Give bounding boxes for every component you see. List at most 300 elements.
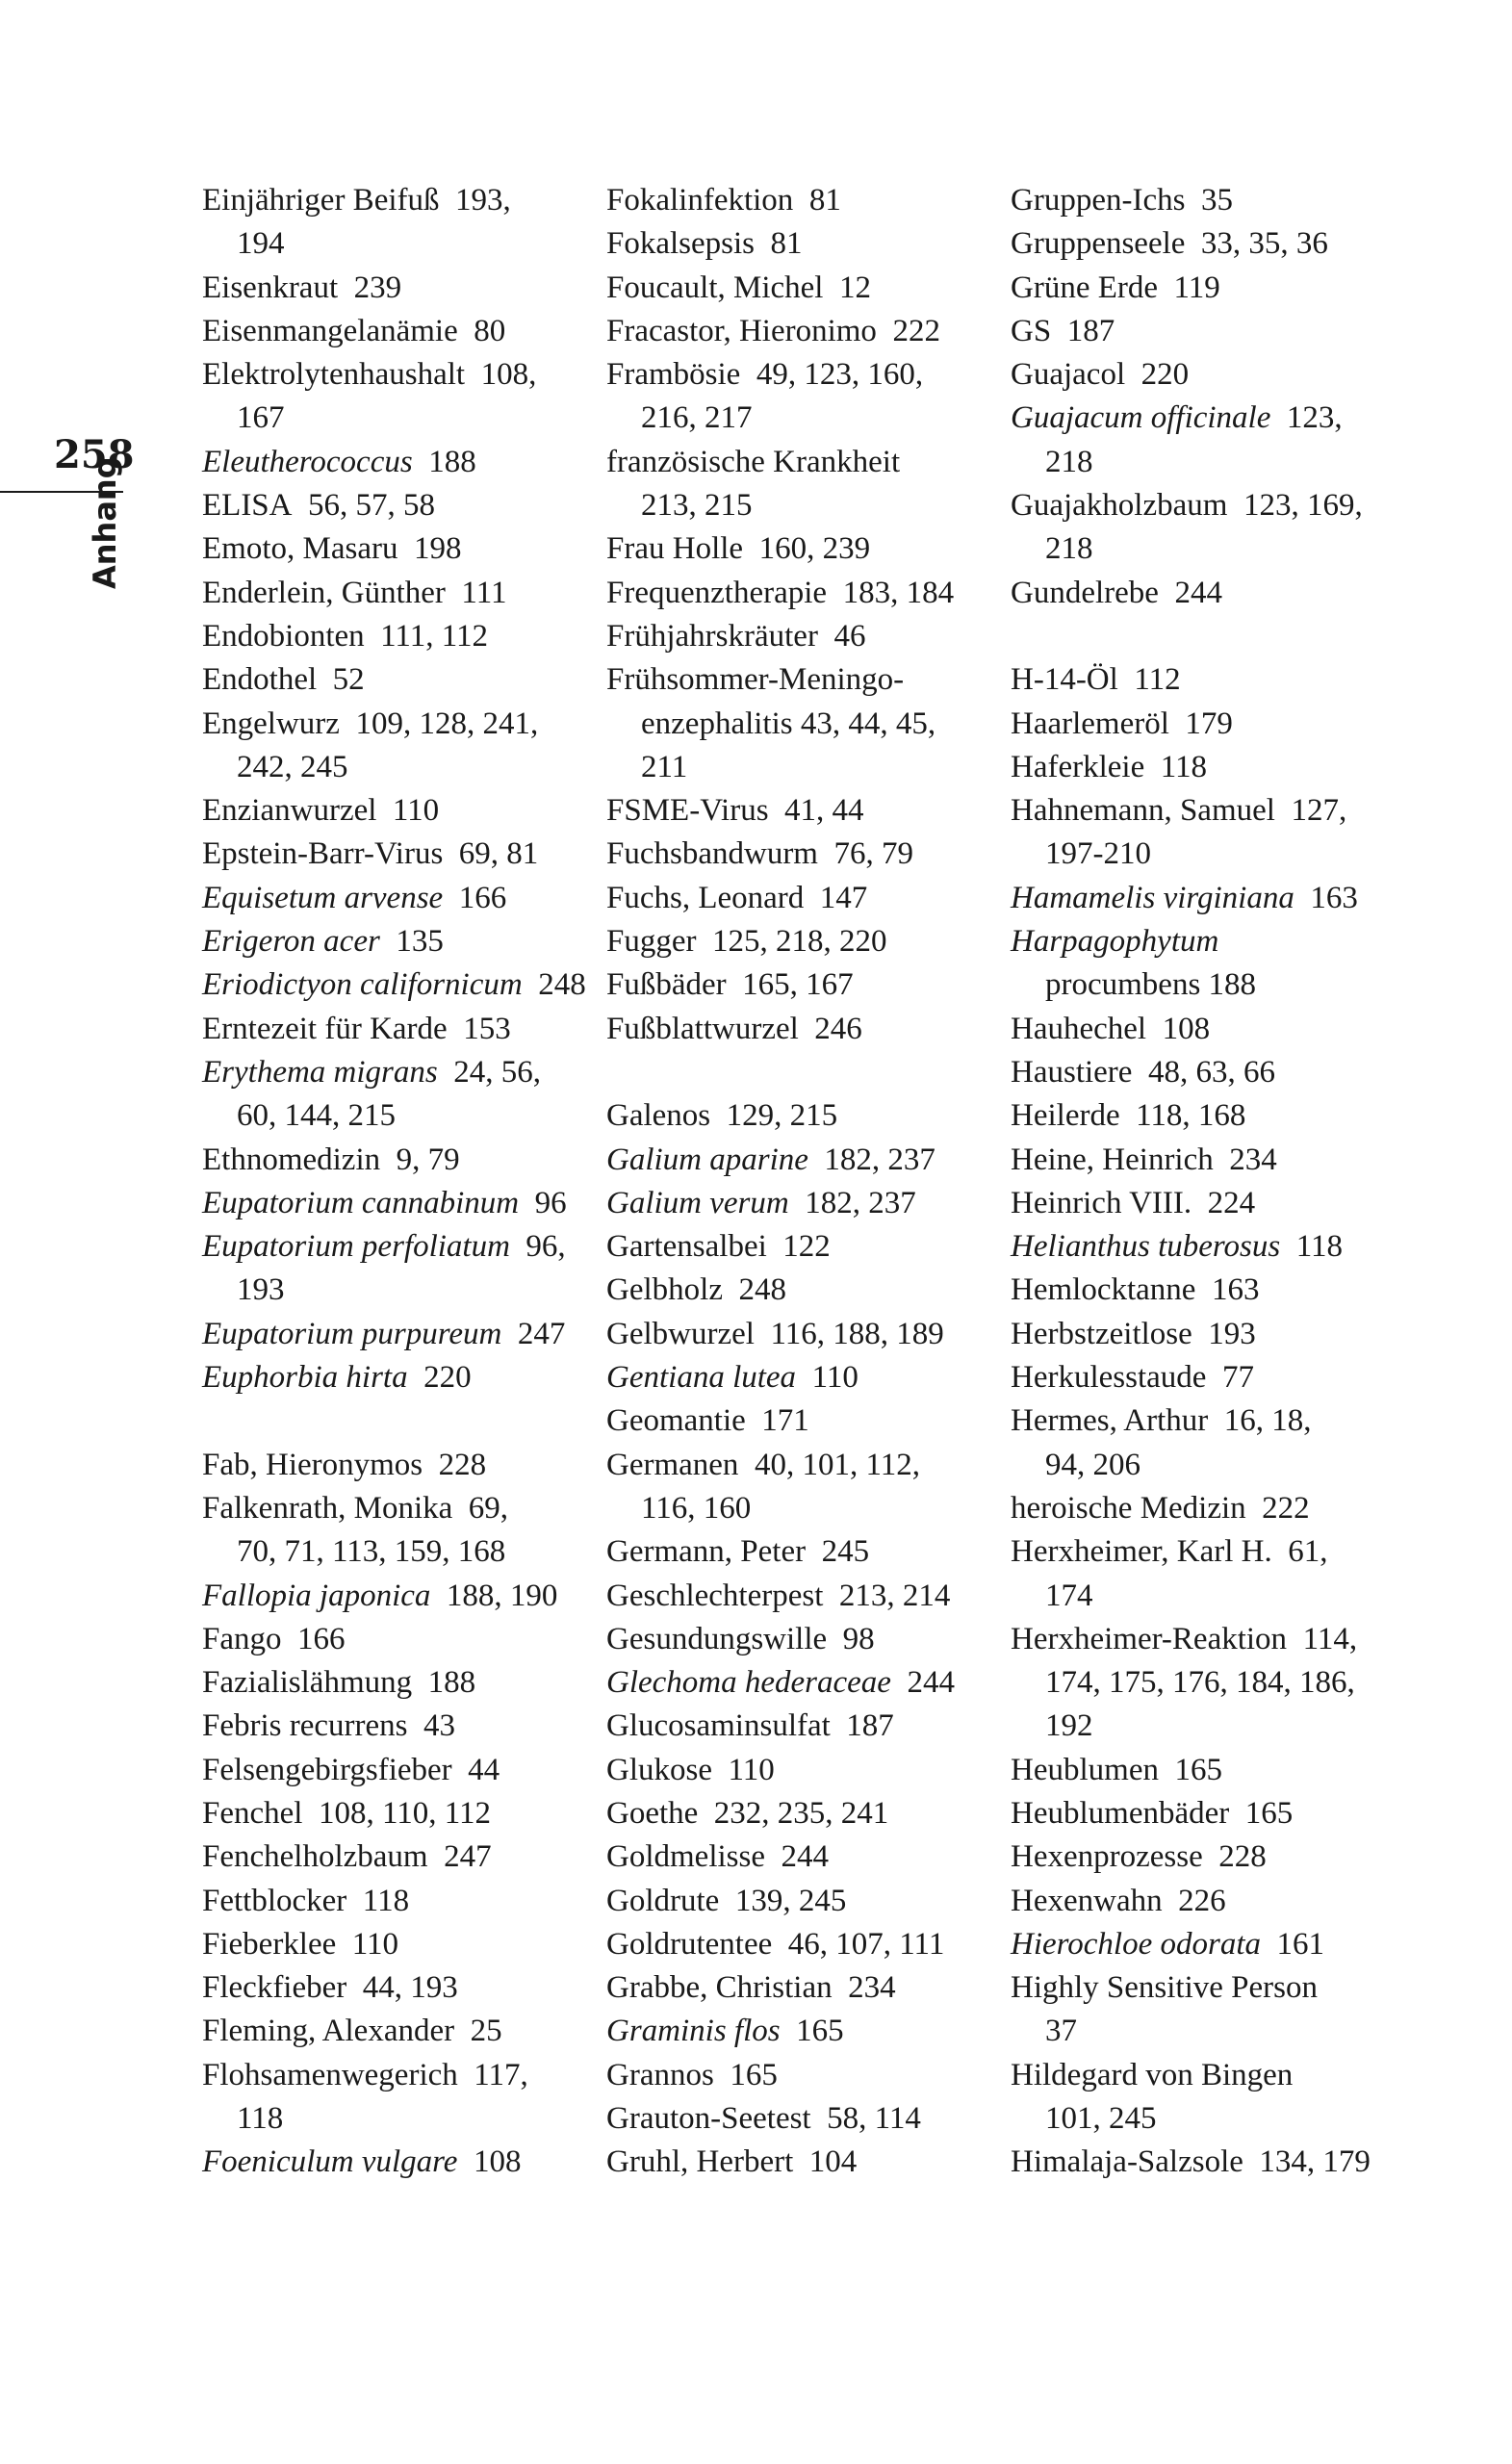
index-term: Febris recurrens: [202, 1708, 408, 1744]
index-term: Geomantie: [606, 1403, 746, 1439]
index-term-continued: 174: [1045, 1578, 1093, 1613]
index-entry-line: [202, 615, 592, 658]
index-entry-line: [202, 441, 592, 484]
index-entry-line: [202, 1008, 592, 1051]
index-entry: [606, 1880, 996, 1923]
index-entry: [1011, 1487, 1400, 1530]
index-entry-line: [202, 1225, 592, 1269]
page-references: 98: [842, 1621, 875, 1656]
index-entry: [1011, 179, 1400, 222]
index-entry-continuation: [606, 397, 996, 440]
index-entry-line: [606, 179, 996, 222]
page-references: 193: [1208, 1316, 1256, 1351]
page-references: 213, 214: [838, 1578, 951, 1613]
index-entry: [606, 1313, 996, 1356]
index-term: Eisenmangelanämie: [202, 313, 458, 348]
page-references: 16, 18,: [1223, 1403, 1312, 1439]
index-entry-line: [606, 353, 996, 397]
index-entry: [606, 1618, 996, 1661]
index-term: Galium verum: [606, 1185, 789, 1220]
index-entry: [202, 2010, 592, 2053]
index-term: Equisetum arvense: [202, 880, 444, 915]
index-term: Goldrutentee: [606, 1926, 773, 1962]
index-entry: [606, 1269, 996, 1312]
index-entry: [606, 1966, 996, 2010]
index-term: Fugger: [606, 924, 697, 960]
index-term: Fieberklee: [202, 1926, 337, 1962]
page-references: 46, 107, 111: [787, 1926, 945, 1962]
index-entry-line: [202, 789, 592, 833]
page-references: 165, 167: [742, 967, 854, 1003]
index-entry-line: [1011, 1139, 1400, 1182]
index-term: Galenos: [606, 1098, 711, 1134]
index-entry-line: [1011, 353, 1400, 397]
page-references: 166: [297, 1621, 346, 1656]
page-references: 234: [848, 1970, 896, 2006]
index-term: Glechoma hederaceae: [606, 1665, 891, 1701]
index-term-continued: 211: [641, 749, 688, 784]
index-entry: [1011, 658, 1400, 702]
index-entry-line: [606, 310, 996, 353]
index-term: Frühjahrskräuter: [606, 618, 818, 654]
index-entry-line: [606, 615, 996, 658]
index-entry-line: [1011, 1835, 1400, 1879]
page-references: 125, 218, 220: [712, 924, 887, 960]
index-entry: [202, 572, 592, 615]
index-term: Gundelrebe: [1011, 575, 1159, 610]
index-term: Hamamelis virginiana: [1011, 880, 1294, 915]
index-term: Frühsommer-Meningo-: [606, 662, 905, 698]
page-references: 108,: [480, 357, 537, 393]
page-references: 80: [474, 313, 506, 348]
index-term: Haferkleie: [1011, 749, 1145, 784]
index-entry: [202, 1356, 592, 1399]
page-references: 111: [461, 575, 507, 610]
page-references: 44, 193: [362, 1970, 458, 2006]
index-entry-line: [202, 484, 592, 527]
page-references: 122: [782, 1229, 831, 1265]
index-entry: [1011, 1966, 1400, 2054]
index-term-continued: 101, 245: [1045, 2101, 1157, 2137]
page-references: 182, 237: [805, 1185, 916, 1220]
page-references: 244: [781, 1839, 829, 1875]
index-term: ELISA: [202, 488, 293, 524]
index-entry: [202, 1705, 592, 1748]
index-term: Haustiere: [1011, 1054, 1133, 1090]
index-entry: [606, 2141, 996, 2184]
index-entry: [202, 920, 592, 963]
index-entry-line: [606, 1399, 996, 1443]
index-entry: [606, 353, 996, 441]
index-term: Gartensalbei: [606, 1229, 767, 1265]
index-entry-line: [606, 1749, 996, 1792]
index-entry: [1011, 1792, 1400, 1835]
index-entry-line: [202, 2141, 592, 2184]
index-entry-line: [1011, 1051, 1400, 1094]
index-entry-line: [606, 1575, 996, 1618]
index-term: Herbstzeitlose: [1011, 1316, 1192, 1351]
index-term-continued: 116, 160: [641, 1490, 752, 1526]
index-entry-line: [606, 222, 996, 266]
page-references: 171: [761, 1403, 809, 1439]
page-references: 104: [808, 2144, 858, 2180]
index-term: Hemlocktanne: [1011, 1272, 1196, 1308]
index-entry-line: [606, 963, 996, 1007]
index-term: Hahnemann, Samuel: [1011, 793, 1275, 829]
index-entry-line: [606, 658, 996, 702]
index-term-continued: 118: [237, 2101, 284, 2137]
index-term: Fußbäder: [606, 967, 727, 1003]
index-entry-line: [202, 2010, 592, 2053]
index-column-2: [606, 179, 996, 2185]
index-term: Gruppen-Ichs: [1011, 183, 1186, 218]
index-entry: [202, 1139, 592, 1182]
index-entry-line: [1011, 1530, 1400, 1574]
letter-group-gap: [1011, 615, 1400, 658]
index-entry: [202, 1661, 592, 1705]
index-entry-line: [202, 703, 592, 746]
index-entry: [1011, 1835, 1400, 1879]
index-entry: [202, 658, 592, 702]
index-entry: [202, 1880, 592, 1923]
index-entry: [1011, 746, 1400, 789]
page-references: 108: [473, 2144, 522, 2180]
index-entry: [1011, 310, 1400, 353]
index-entry-line: [202, 1139, 592, 1182]
index-entry-continuation: [606, 703, 996, 746]
index-entry: [606, 615, 996, 658]
index-entry: [606, 833, 996, 876]
page-references: 234: [1229, 1142, 1277, 1177]
index-entry-line: [1011, 1225, 1400, 1269]
index-entry-continuation: [202, 1094, 592, 1138]
index-entry-line: [202, 2054, 592, 2097]
index-entry-line: [1011, 1356, 1400, 1399]
page-references: 239: [353, 270, 402, 305]
index-entry-line: [1011, 1487, 1400, 1530]
page-references: 188: [428, 444, 476, 479]
index-term: Fenchelholzbaum: [202, 1839, 428, 1875]
index-entry-line: [202, 963, 592, 1007]
index-entry: [606, 2010, 996, 2053]
index-term: Falkenrath, Monika: [202, 1490, 453, 1526]
index-entry-line: [606, 1139, 996, 1182]
index-term: Eriodictyon californicum: [202, 967, 523, 1003]
index-entry-line: [202, 1313, 592, 1356]
index-term: Gelbwurzel: [606, 1316, 755, 1351]
index-term: Glucosaminsulfat: [606, 1708, 831, 1744]
page-references: 165: [1174, 1752, 1222, 1787]
page-references: 127,: [1291, 793, 1347, 829]
page-references: 117,: [474, 2057, 528, 2092]
page-references: 224: [1207, 1185, 1256, 1220]
index-entry: [202, 1225, 592, 1313]
index-entry: [606, 1835, 996, 1879]
page-references: 109, 128, 241,: [355, 706, 539, 741]
letter-group-gap: [606, 1051, 996, 1094]
page-references: 182, 237: [824, 1142, 935, 1177]
index-term: Hauhechel: [1011, 1011, 1147, 1046]
page-references: 228: [1218, 1839, 1267, 1875]
index-entry: [202, 2141, 592, 2184]
page-references: 110: [811, 1360, 859, 1396]
index-entry: [202, 527, 592, 571]
index-entry-line: [1011, 2054, 1400, 2097]
page-references: 163: [1211, 1272, 1260, 1308]
index-entry: [606, 1225, 996, 1269]
index-entry-line: [606, 572, 996, 615]
page-references: 228: [438, 1447, 487, 1482]
page-references: 188: [427, 1665, 476, 1701]
index-term: Endobionten: [202, 618, 365, 654]
index-term-continued: 218: [1045, 444, 1093, 479]
index-entry: [1011, 484, 1400, 572]
page-references: 108: [1162, 1011, 1211, 1046]
index-entry-continuation: [202, 746, 592, 789]
page-references: 226: [1178, 1883, 1226, 1918]
index-entry-continuation: [1011, 1661, 1400, 1705]
page-references: 58, 114: [827, 2101, 921, 2137]
index-term: Herxheimer-Reaktion: [1011, 1621, 1288, 1656]
index-term: Ethnomedizin: [202, 1142, 381, 1177]
index-entry-line: [202, 353, 592, 397]
page-references: 77: [1221, 1360, 1254, 1396]
index-term: Fokalinfektion: [606, 183, 794, 218]
index-entry-continuation: [202, 222, 592, 266]
index-entry-continuation: [202, 1530, 592, 1574]
index-entry-line: [1011, 1966, 1400, 2010]
index-entry: [606, 310, 996, 353]
index-entry-line: [1011, 1182, 1400, 1225]
index-entry: [202, 1618, 592, 1661]
page-references: 244: [1174, 575, 1222, 610]
index-term: Engelwurz: [202, 706, 340, 741]
page-references: 110: [351, 1926, 399, 1962]
index-entry: [202, 1487, 592, 1575]
index-term: Epstein-Barr-Virus: [202, 836, 444, 872]
page-references: 35: [1200, 183, 1233, 218]
index-entry-line: [202, 267, 592, 310]
page-references: 165: [1244, 1795, 1294, 1831]
page-references: 153: [463, 1011, 511, 1046]
index-entry: [1011, 1356, 1400, 1399]
index-entry-line: [1011, 746, 1400, 789]
index-term-continued: enzephalitis 43, 44, 45,: [641, 706, 936, 741]
page-references: 248: [538, 967, 586, 1003]
index-term: Fracastor, Hieronimo: [606, 313, 877, 348]
index-entry: [1011, 789, 1400, 877]
index-entry-line: [1011, 658, 1400, 702]
index-entry-continuation: [1011, 441, 1400, 484]
index-term: Euphorbia hirta: [202, 1360, 408, 1396]
index-entry: [606, 658, 996, 789]
index-term: Fazialislähmung: [202, 1665, 413, 1701]
index-entry-line: [1011, 1269, 1400, 1312]
index-term: Heine, Heinrich: [1011, 1142, 1214, 1177]
index-entry-line: [606, 1880, 996, 1923]
index-entry: [202, 1792, 592, 1835]
page-references: 165: [730, 2057, 778, 2092]
index-term: Fuchs, Leonard: [606, 880, 805, 915]
index-term-continued: 216, 217: [641, 400, 753, 436]
index-entry: [202, 441, 592, 484]
index-entry-line: [1011, 1008, 1400, 1051]
index-term: Gelbholz: [606, 1272, 723, 1308]
index-entry: [202, 1051, 592, 1139]
index-term: Heilerde: [1011, 1098, 1120, 1134]
index-entry-continuation: [1011, 2010, 1400, 2053]
index-term: Foeniculum vulgare: [202, 2144, 458, 2180]
index-entry: [606, 267, 996, 310]
index-entry-line: [1011, 1880, 1400, 1923]
index-term: Fleming, Alexander: [202, 2014, 455, 2049]
index-entry-continuation: [606, 484, 996, 527]
index-entry: [606, 1792, 996, 1835]
page-references: 119: [1173, 270, 1220, 305]
index-entry-line: [606, 1966, 996, 2010]
index-entry-line: [1011, 1792, 1400, 1835]
index-term-continued: procumbens 188: [1045, 967, 1257, 1003]
index-term: Grauton-Seetest: [606, 2101, 811, 2137]
index-term-continued: 70, 71, 113, 159, 168: [237, 1534, 506, 1570]
index-entry-line: [202, 527, 592, 571]
index-term: Elektrolytenhaushalt: [202, 357, 466, 393]
index-entry-line: [606, 1356, 996, 1399]
page-references: 246: [814, 1011, 862, 1046]
page-references: 43: [423, 1708, 456, 1744]
page-references: 48, 63, 66: [1147, 1054, 1275, 1090]
index-entry-line: [606, 2141, 996, 2184]
index-term: Herxheimer, Karl H.: [1011, 1534, 1272, 1570]
index-entry-line: [606, 1530, 996, 1574]
page-references: 244: [907, 1665, 955, 1701]
index-term-continued: 197-210: [1045, 836, 1151, 872]
page-references: 69, 81: [458, 836, 539, 872]
index-entry: [606, 1094, 996, 1138]
page-references: 147: [819, 880, 868, 915]
index-term-continued: 218: [1045, 531, 1093, 567]
index-term: Fenchel: [202, 1795, 303, 1831]
index-entry-line: [202, 1356, 592, 1399]
index-entry: [606, 1182, 996, 1225]
index-term: Fuchsbandwurm: [606, 836, 818, 872]
index-entry: [1011, 267, 1400, 310]
index-term: Enzianwurzel: [202, 793, 377, 829]
index-term: Fab, Hieronymos: [202, 1447, 423, 1482]
index-entry-line: [606, 1661, 996, 1705]
index-term-continued: 242, 245: [237, 749, 348, 784]
index-entry-line: [1011, 179, 1400, 222]
index-entry-line: [1011, 310, 1400, 353]
index-entry-line: [202, 1835, 592, 1879]
index-term: Guajacol: [1011, 357, 1126, 393]
page-references: 123,: [1286, 400, 1343, 436]
index-entry-line: [606, 1835, 996, 1879]
page-references: 165: [796, 2014, 844, 2049]
index-entry-line: [202, 572, 592, 615]
index-entry: [606, 1139, 996, 1182]
index-entry: [1011, 1399, 1400, 1487]
index-entry-line: [202, 1880, 592, 1923]
page-references: 76, 79: [833, 836, 913, 872]
index-term: Emoto, Masaru: [202, 531, 398, 567]
index-entry: [606, 963, 996, 1007]
index-term-continued: 192: [1045, 1708, 1093, 1744]
index-entry: [1011, 1923, 1400, 1966]
index-term-continued: 167: [237, 400, 285, 436]
index-entry-line: [606, 1269, 996, 1312]
page-references: 187: [846, 1708, 894, 1744]
page-references: 118, 168: [1136, 1098, 1246, 1134]
index-term: Grüne Erde: [1011, 270, 1159, 305]
index-term: Erntezeit für Karde: [202, 1011, 448, 1046]
page-references: 220: [423, 1360, 472, 1396]
index-entry-line: [1011, 1313, 1400, 1356]
index-entry-line: [202, 1051, 592, 1094]
index-entry-line: [606, 1705, 996, 1748]
page-references: 41, 44: [784, 793, 864, 829]
page-references: 111, 112: [380, 618, 488, 654]
index-entry-continuation: [202, 397, 592, 440]
page-references: 129, 215: [726, 1098, 838, 1134]
page-references: 116, 188, 189: [770, 1316, 944, 1351]
page-references: 9, 79: [396, 1142, 460, 1177]
index-term: Gruhl, Herbert: [606, 2144, 794, 2180]
index-term: Hermes, Arthur: [1011, 1403, 1209, 1439]
index-term: Hexenwahn: [1011, 1883, 1163, 1918]
page-references: 198: [413, 531, 462, 567]
page-references: 49, 123, 160,: [756, 357, 924, 393]
index-term: Fleckfieber: [202, 1970, 347, 2006]
page-references: 247: [517, 1316, 566, 1351]
index-entry: [1011, 1139, 1400, 1182]
index-entry: [202, 1575, 592, 1618]
index-term: Eleutherococcus: [202, 444, 413, 479]
index-entry-line: [202, 658, 592, 702]
index-entry: [202, 1182, 592, 1225]
page-references: 193,: [455, 183, 511, 218]
index-term: Gruppenseele: [1011, 226, 1186, 262]
index-entry: [202, 1966, 592, 2010]
index-term: Haarlemeröl: [1011, 706, 1169, 741]
page-references: 135: [396, 924, 444, 960]
index-term: Glukose: [606, 1752, 712, 1787]
index-term: Eupatorium purpureum: [202, 1316, 502, 1351]
index-entry-line: [1011, 222, 1400, 266]
index-term: Hexenprozesse: [1011, 1839, 1203, 1875]
index-term: heroische Medizin: [1011, 1490, 1246, 1526]
index-entry: [202, 310, 592, 353]
index-entry-line: [606, 1792, 996, 1835]
index-entry: [202, 833, 592, 876]
page-references: 118: [362, 1883, 410, 1918]
page-references: 61,: [1288, 1534, 1328, 1570]
index-entry-line: [1011, 877, 1400, 920]
index-entry: [1011, 1313, 1400, 1356]
index-entry-line: [606, 1008, 996, 1051]
index-entry: [606, 1530, 996, 1574]
index-entry-continuation: [606, 1487, 996, 1530]
index-entry-line: [1011, 1094, 1400, 1138]
index-term: Fußblattwurzel: [606, 1011, 799, 1046]
index-entry-line: [1011, 920, 1400, 963]
index-entry-line: [202, 1923, 592, 1966]
index-entry-line: [606, 1618, 996, 1661]
index-term: Erythema migrans: [202, 1054, 438, 1090]
page-references: 179: [1185, 706, 1233, 741]
index-entry-line: [1011, 572, 1400, 615]
index-entry-line: [1011, 397, 1400, 440]
